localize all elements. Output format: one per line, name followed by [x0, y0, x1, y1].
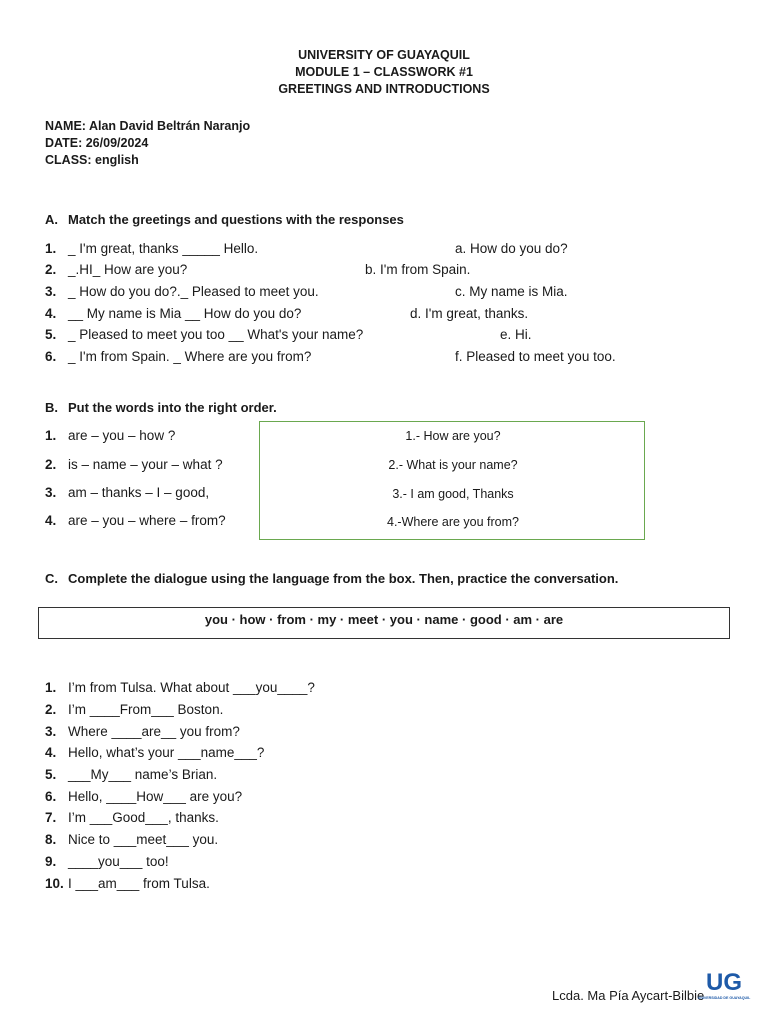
- list-item-sentence: ___My___ name’s Brian.: [68, 767, 218, 782]
- list-item-sentence: I ___am___ from Tulsa.: [68, 876, 210, 891]
- footer-author: Lcda. Ma Pía Aycart-Bilbie: [552, 988, 705, 1003]
- answer-line: 4.-Where are you from?: [387, 515, 519, 529]
- header-university: UNIVERSITY OF GUAYAQUIL: [298, 48, 470, 62]
- list-item-greeting: __ My name is Mia __ How do you do?: [68, 306, 302, 321]
- list-item-number: 8.: [45, 832, 57, 847]
- section-b-heading: Put the words into the right order.: [68, 400, 277, 415]
- list-item-response: d. I'm great, thanks.: [410, 306, 529, 321]
- list-item-number: 6.: [45, 349, 57, 364]
- list-item-sentence: I’m ____From___ Boston.: [68, 702, 224, 717]
- list-item-number: 4.: [45, 745, 57, 760]
- list-item-sentence: I’m from Tulsa. What about ___you____?: [68, 680, 315, 695]
- list-item-greeting: _ How do you do?._ Pleased to meet you.: [68, 284, 319, 299]
- answer-line: 3.- I am good, Thanks: [392, 487, 514, 501]
- list-item-number: 4.: [45, 513, 57, 528]
- list-item-number: 2.: [45, 262, 57, 277]
- list-item-sentence: Where ____are__ you from?: [68, 724, 240, 739]
- list-item-greeting: _ I'm great, thanks _____ Hello.: [68, 241, 259, 256]
- list-item-number: 7.: [45, 810, 57, 825]
- university-logo: [697, 966, 751, 1002]
- list-item-number: 4.: [45, 306, 57, 321]
- section-a-title: [45, 212, 404, 227]
- list-item-response: e. Hi.: [500, 327, 532, 342]
- list-item-greeting: _.HI_ How are you?: [68, 262, 188, 277]
- list-item-number: 5.: [45, 767, 57, 782]
- list-item-sentence: ____you___ too!: [68, 854, 169, 869]
- list-item-response: c. My name is Mia.: [455, 284, 568, 299]
- list-item-greeting: _ Pleased to meet you too __ What's your name?: [68, 327, 364, 342]
- date: DATE: 26/09/2024: [45, 136, 149, 150]
- answer-line: 1.- How are you?: [405, 429, 501, 443]
- list-item-number: 9.: [45, 854, 57, 869]
- answer-box: [259, 421, 645, 540]
- list-item-response: b. I'm from Spain.: [365, 262, 471, 277]
- section-a-letter: A.: [45, 212, 58, 227]
- class: CLASS: english: [45, 153, 139, 167]
- list-item-number: 10.: [45, 876, 64, 891]
- list-item-response: a. How do you do?: [455, 241, 568, 256]
- section-a-heading: Match the greetings and questions with the responses: [68, 212, 404, 227]
- section-b-letter: B.: [45, 400, 58, 415]
- list-item-sentence: I’m ___Good___, thanks.: [68, 810, 219, 825]
- list-item-number: 1.: [45, 428, 57, 443]
- list-item-words: are – you – how ?: [68, 428, 176, 443]
- logo-caption: UNIVERSIDAD DE GUAYAQUIL: [697, 996, 751, 1000]
- list-item-number: 2.: [45, 702, 57, 717]
- list-item-greeting: _ I'm from Spain. _ Where are you from?: [68, 349, 312, 364]
- header-topic: GREETINGS AND INTRODUCTIONS: [278, 82, 490, 96]
- list-item-number: 5.: [45, 327, 57, 342]
- section-c-letter: C.: [45, 571, 58, 586]
- student-name: NAME: Alan David Beltrán Naranjo: [45, 119, 251, 133]
- list-item-number: 1.: [45, 241, 57, 256]
- logo-text: UG: [706, 969, 742, 996]
- header-module: MODULE 1 – CLASSWORK #1: [295, 65, 473, 79]
- list-item-words: am – thanks – I – good,: [68, 485, 210, 500]
- section-c-title: [45, 571, 618, 586]
- section-b-title: [45, 400, 277, 415]
- list-item-number: 3.: [45, 485, 57, 500]
- list-item-number: 2.: [45, 457, 57, 472]
- list-item-words: are – you – where – from?: [68, 513, 226, 528]
- list-item-number: 3.: [45, 724, 57, 739]
- list-item-number: 6.: [45, 789, 57, 804]
- list-item-number: 3.: [45, 284, 57, 299]
- section-c-heading: Complete the dialogue using the language from the box. Then, practice the conversation.: [68, 571, 619, 586]
- list-item-sentence: Hello, ____How___ are you?: [68, 789, 243, 804]
- answer-line: 2.- What is your name?: [388, 458, 518, 472]
- word-box: you · how · from · my · meet · you · name · good · am · are: [38, 607, 730, 639]
- list-item-number: 1.: [45, 680, 57, 695]
- list-item-response: f. Pleased to meet you too.: [455, 349, 616, 364]
- list-item-words: is – name – your – what ?: [68, 457, 223, 472]
- list-item-sentence: Nice to ___meet___ you.: [68, 832, 219, 847]
- list-item-sentence: Hello, what’s your ___name___?: [68, 745, 265, 760]
